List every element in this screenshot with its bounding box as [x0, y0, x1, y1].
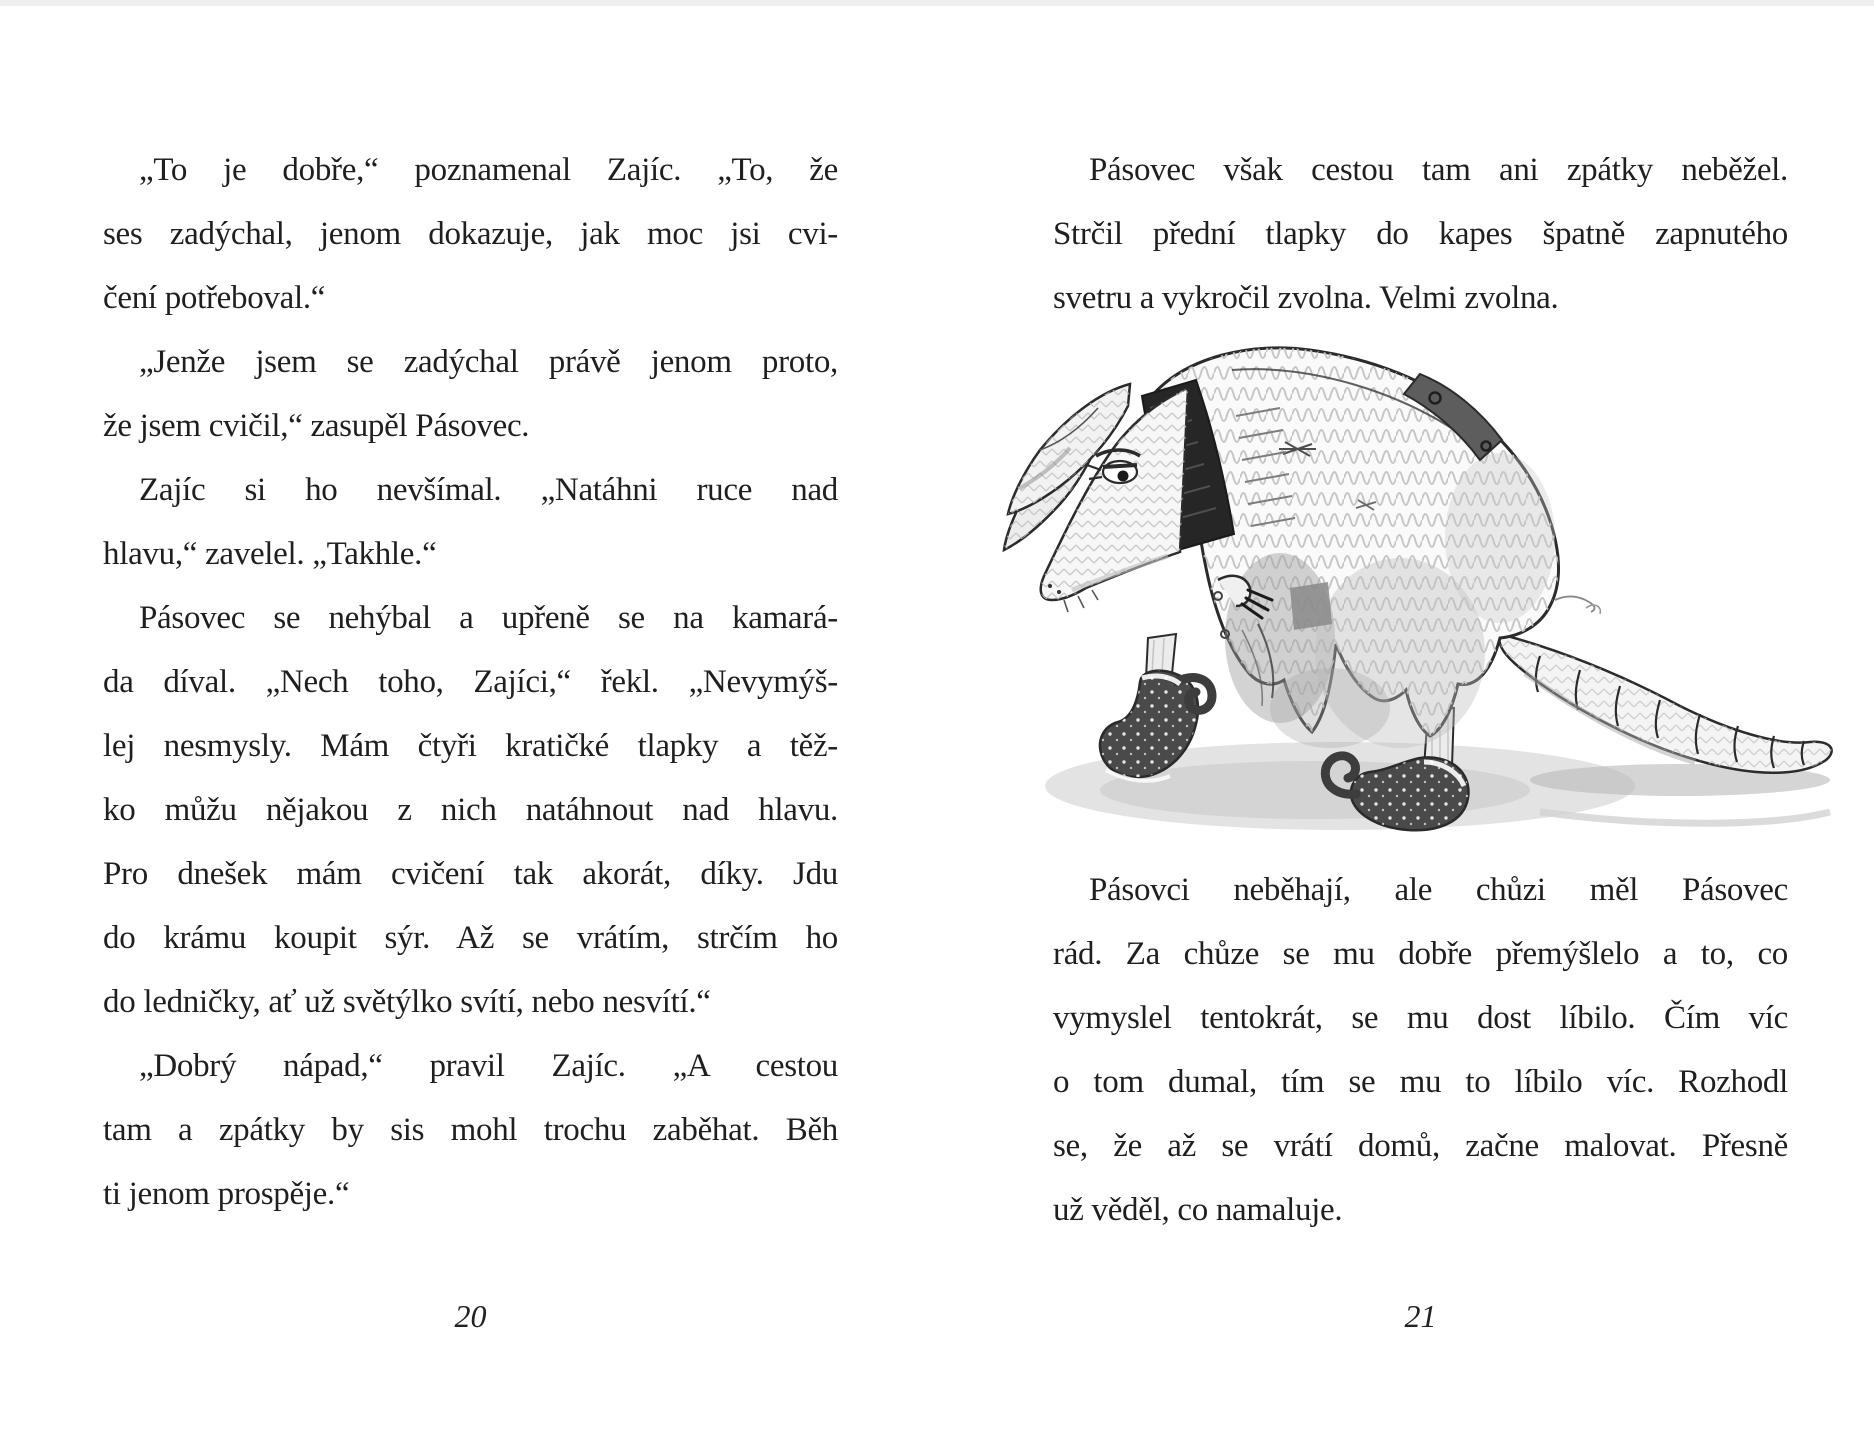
text-line: „Jenže jsem se zadýchal právě jenom proto, [139, 344, 838, 380]
page-right-text-bottom [1053, 858, 1788, 1242]
page-left-text [103, 138, 838, 1226]
text-line: hlavu,“ zavelel. „Takhle.“ [103, 536, 437, 572]
text-line: rád. Za chůze se mu dobře přemýšlelo a to, co [1053, 936, 1788, 972]
text-line: že jsem cvičil,“ zasupěl Pásovec. [103, 408, 530, 444]
scan-edge-artifact [0, 0, 1874, 6]
text-line: Pásovci neběhají, ale chůzi měl Pásovec [1089, 872, 1788, 908]
text-line: „Dobrý nápad,“ pravil Zajíc. „A cestou [139, 1048, 838, 1084]
armadillo-illustration [980, 338, 1860, 843]
text-line: da díval. „Nech toho, Zajíci,“ řekl. „Nevymýš- [103, 664, 838, 700]
text-line: Pro dnešek mám cvičení tak akorát, díky. Jdu [103, 856, 838, 892]
page-number-left: 20 [454, 1298, 487, 1334]
text-line: do ledničky, ať už světýlko svítí, nebo nesvítí.“ [103, 984, 711, 1020]
text-line: Pásovec se nehýbal a upřeně se na kamará- [139, 600, 838, 636]
text-line: vymyslel tentokrát, se mu dost líbilo. Čím víc [1053, 1000, 1788, 1036]
page-number-right: 21 [1404, 1298, 1437, 1334]
text-line: se, že až se vrátí domů, začne malovat. Přesně [1053, 1128, 1788, 1164]
text-line: ses zadýchal, jenom dokazuje, jak moc jsi cvi- [103, 216, 838, 252]
text-line: do krámu koupit sýr. Až se vrátím, strčím ho [103, 920, 838, 956]
page-right-text-top [1053, 138, 1788, 330]
armadillo-tail [1499, 634, 1831, 773]
text-line: „To je dobře,“ poznamenal Zajíc. „To, že [139, 152, 838, 188]
text-line: svetru a vykročil zvolna. Velmi zvolna. [1053, 280, 1559, 316]
text-line: lej nesmysly. Mám čtyři kratičké tlapky a těž- [103, 728, 838, 764]
text-line: čení potřeboval.“ [103, 280, 326, 316]
text-line: ti jenom prospěje.“ [103, 1176, 350, 1212]
text-line: Strčil přední tlapky do kapes špatně zapnutého [1053, 216, 1788, 252]
text-line: ko můžu nějakou z nich natáhnout nad hlavu. [103, 792, 838, 828]
text-line: o tom dumal, tím se mu to líbilo víc. Rozhodl [1053, 1064, 1788, 1100]
text-line: už věděl, co namaluje. [1053, 1192, 1343, 1228]
text-line: Pásovec však cestou tam ani zpátky neběžel. [1089, 152, 1788, 188]
text-line: Zajíc si ho nevšímal. „Natáhni ruce nad [139, 472, 838, 508]
text-line: tam a zpátky by sis mohl trochu zaběhat. Běh [103, 1112, 838, 1148]
armadillo-sweater-body [1150, 348, 1600, 748]
